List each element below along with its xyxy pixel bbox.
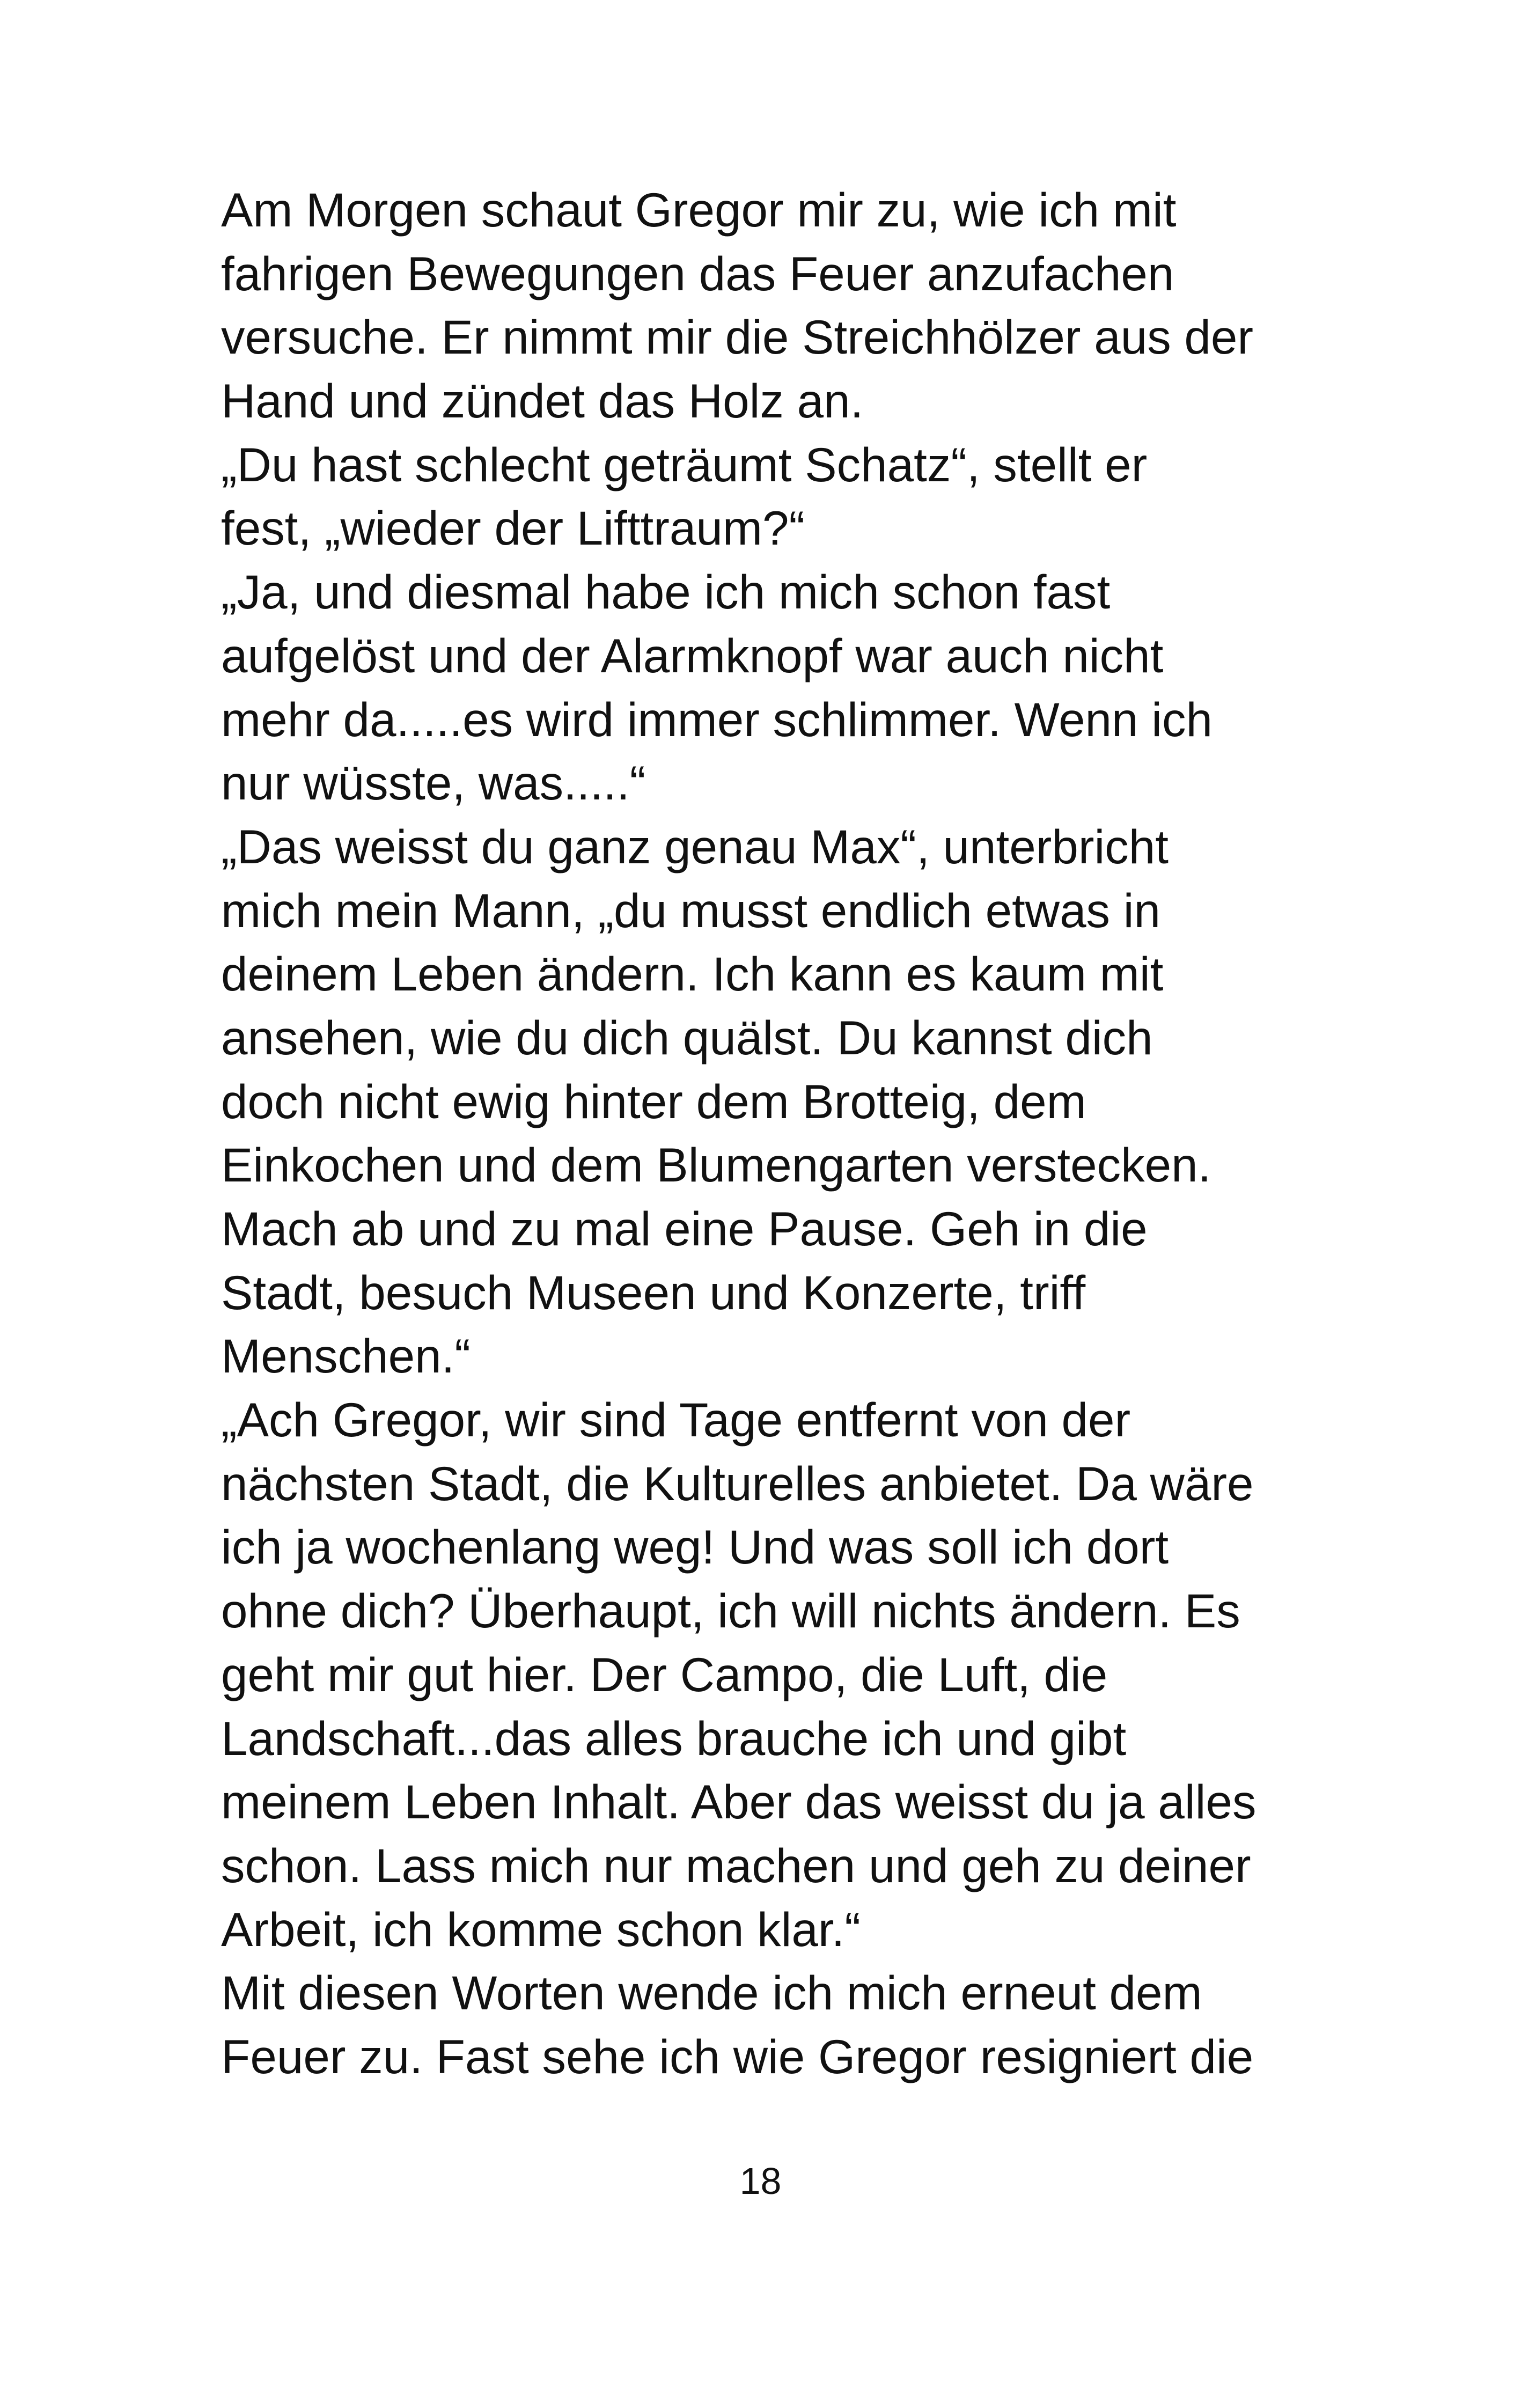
text-line: Hand und zündet das Holz an. [221,374,864,428]
text-line: mehr da.....es wird immer schlimmer. Wenn ich [221,692,1213,746]
text-line: nur wüsste, was.....“ [221,756,646,810]
text-line: Landschaft...das alles brauche ich und gibt [221,1711,1127,1765]
text-line: „Ja, und diesmal habe ich mich schon fast [221,565,1111,619]
text-line: deinem Leben ändern. Ich kann es kaum mit [221,947,1164,1001]
text-line: „Ach Gregor, wir sind Tage entfernt von der [221,1393,1131,1447]
text-line: Stadt, besuch Museen und Konzerte, triff [221,1265,1086,1319]
text-line: mich mein Mann, „du musst endlich etwas in [221,883,1161,937]
text-line: geht mir gut hier. Der Campo, die Luft, die [221,1647,1108,1701]
text-line: Am Morgen schaut Gregor mir zu, wie ich mit [221,183,1177,237]
text-line: Feuer zu. Fast sehe ich wie Gregor resigniert die [221,2029,1254,2083]
text-line: ich ja wochenlang weg! Und was soll ich dort [221,1520,1169,1574]
text-line: ansehen, wie du dich quälst. Du kannst dich [221,1010,1153,1064]
text-line: „Das weisst du ganz genau Max“, unterbricht [221,819,1169,873]
text-line: Menschen.“ [221,1329,471,1383]
body-text [221,178,1321,2089]
text-line: Mach ab und zu mal eine Pause. Geh in die [221,1202,1148,1256]
text-line: Mit diesen Worten wende ich mich erneut dem [221,1966,1202,2020]
text-line: versuche. Er nimmt mir die Streichhölzer aus der [221,310,1254,364]
text-line: aufgelöst und der Alarmknopf war auch nicht [221,628,1164,682]
text-line: Arbeit, ich komme schon klar.“ [221,1902,861,1956]
text-line: nächsten Stadt, die Kulturelles anbietet. Da wäre [221,1456,1254,1510]
text-line: meinem Leben Inhalt. Aber das weisst du ja alles [221,1775,1257,1829]
page-number: 18 [739,2160,782,2202]
text-line: doch nicht ewig hinter dem Brotteig, dem [221,1074,1086,1128]
text-line: „Du hast schlecht geträumt Schatz“, stellt er [221,437,1148,491]
text-line: Einkochen und dem Blumengarten verstecken. [221,1138,1211,1192]
text-line: ohne dich? Überhaupt, ich will nichts ändern. Es [221,1584,1240,1638]
text-line: schon. Lass mich nur machen und geh zu deiner [221,1838,1251,1892]
text-line: fahrigen Bewegungen das Feuer anzufachen [221,246,1174,300]
text-line: fest, „wieder der Lifttraum?“ [221,501,805,555]
